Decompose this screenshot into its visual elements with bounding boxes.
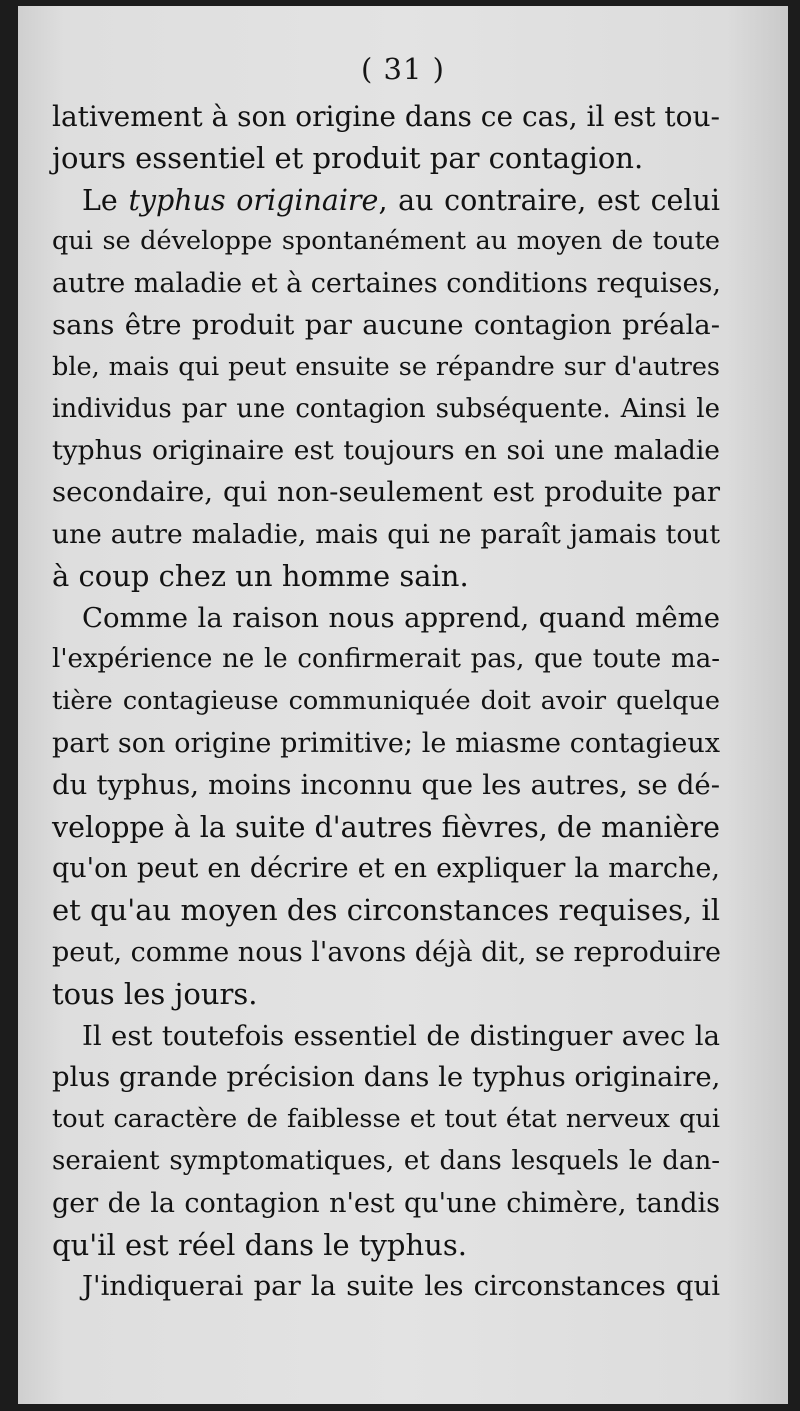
text-segment: , au contraire, est celui	[378, 183, 720, 217]
paragraph	[52, 1016, 720, 1267]
text-line: Il est toutefois essentiel de distinguer avec la	[82, 1019, 720, 1052]
text-line: tière contagieuse communiquée doit avoir quelque	[52, 686, 720, 717]
text-line: qui se développe spontanément au moyen de toute	[52, 226, 720, 257]
text-line: à coup chez un homme sain.	[52, 558, 469, 593]
text-line: une autre maladie, mais qui ne paraît jamais tout	[52, 518, 720, 550]
text-line: qu'il est réel dans le typhus.	[52, 1227, 467, 1262]
text-line: veloppe à la suite d'autres fièvres, de manière	[52, 810, 720, 844]
book-page	[18, 6, 788, 1404]
text-line: typhus originaire est toujours en soi une maladie	[52, 435, 720, 467]
text-line: autre maladie et à certaines conditions requises,	[52, 268, 721, 300]
text-line: J'indiquerai par la suite les circonstances qui	[82, 1270, 720, 1303]
text-line: individus par une contagion subséquente. Ainsi le	[52, 393, 720, 424]
text-line: qu'on peut en décrire et en expliquer la marche,	[52, 853, 720, 885]
text-line: l'expérience ne le confirmerait pas, que toute ma-	[52, 644, 720, 675]
text-line: tout caractère de faiblesse et tout état nerveux qui	[52, 1104, 720, 1135]
text-line: secondaire, qui non-seulement est produite par	[52, 476, 720, 509]
text-line: plus grande précision dans le typhus originaire,	[52, 1061, 721, 1094]
text-line: sans être produit par aucune contagion préala-	[52, 308, 720, 341]
text-line: et qu'au moyen des circonstances requises, il	[52, 893, 720, 928]
text-line: part son origine primitive; le miasme contagieux	[52, 727, 720, 759]
text-line: Comme la raison nous apprend, quand même	[82, 601, 720, 634]
text-line: seraient symptomatiques, et dans lesquels le dan-	[52, 1145, 720, 1176]
paragraph	[52, 180, 720, 598]
text-segment: Le	[82, 183, 129, 217]
paragraph	[52, 1266, 720, 1308]
text-line: jours essentiel et produit par contagion.	[52, 140, 644, 175]
emphasis-term: typhus originaire	[128, 183, 379, 217]
text-line: peut, comme nous l'avons déjà dit, se reproduire	[52, 936, 721, 968]
page-number: ( 31 )	[361, 52, 445, 86]
paragraph	[52, 598, 720, 1016]
text-line	[52, 180, 720, 222]
text-line: lativement à son origine dans ce cas, il est tou-	[52, 100, 721, 133]
text-line: du typhus, moins inconnu que les autres, se dé-	[52, 768, 720, 801]
body-text	[52, 96, 720, 1308]
text-line: tous les jours.	[52, 976, 258, 1011]
text-line: ble, mais qui peut ensuite se répandre sur d'autres	[52, 351, 720, 382]
text-line: ger de la contagion n'est qu'une chimère, tandis	[52, 1187, 720, 1219]
paragraph	[52, 96, 720, 180]
